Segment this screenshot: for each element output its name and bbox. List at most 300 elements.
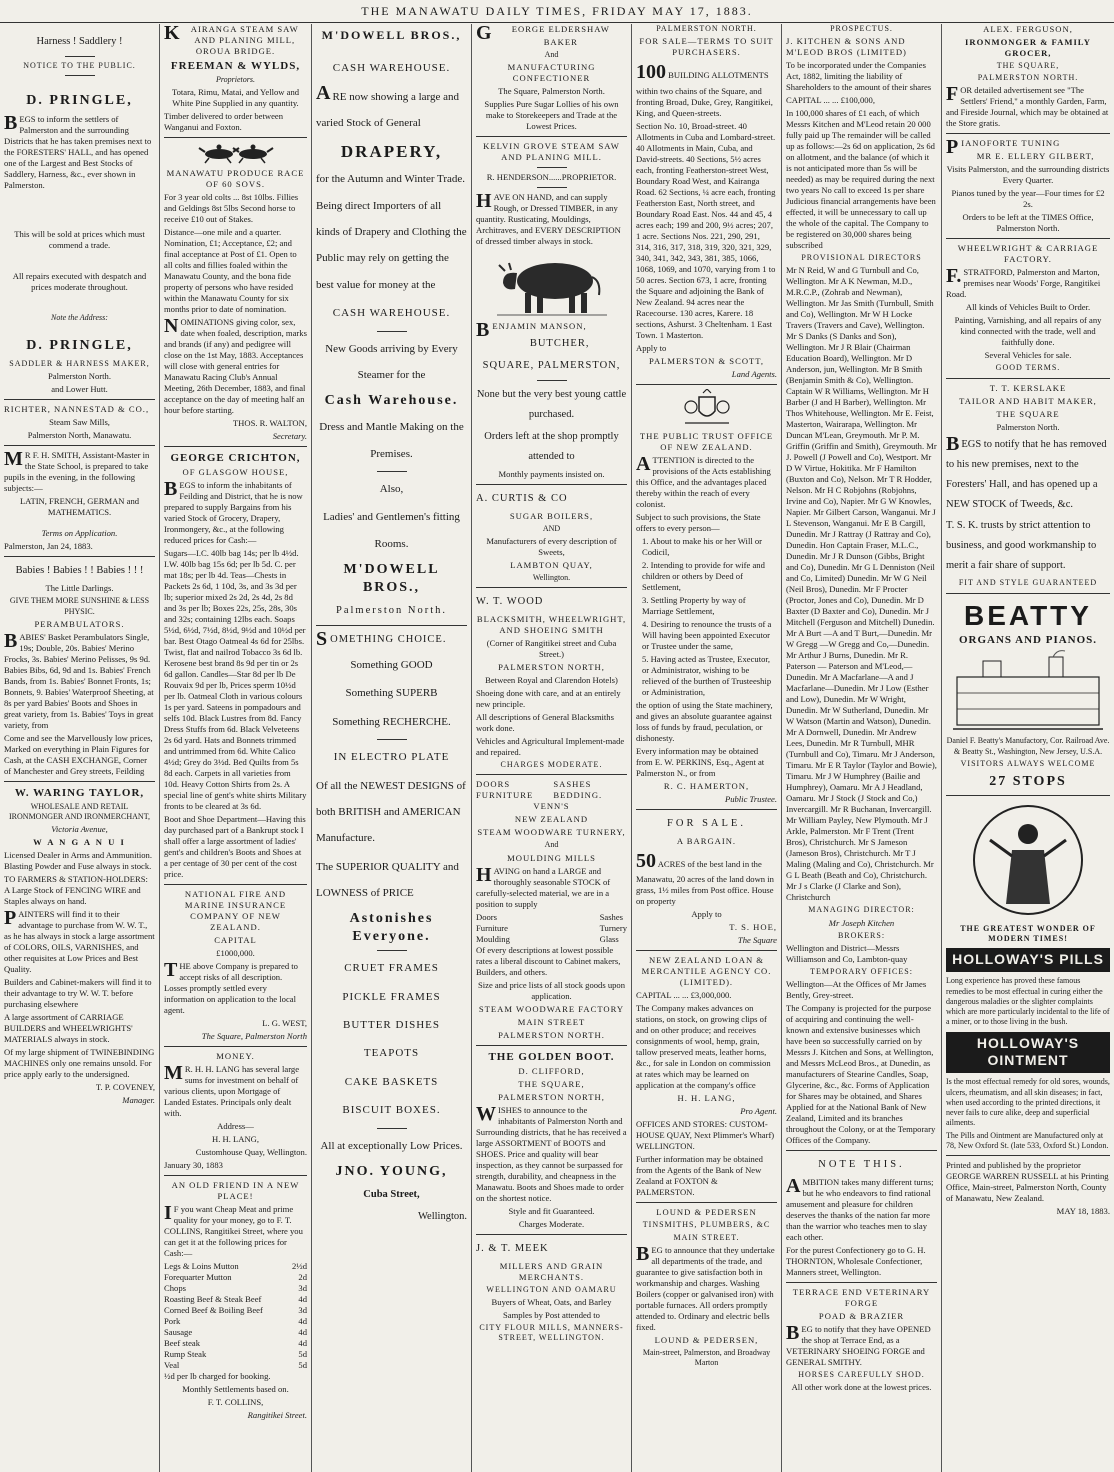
kerslake-trusts: T. S. K. trusts by strict attention to business, and good workmanship to merit a fair share of support. bbox=[946, 520, 1097, 572]
clifford-style: Style and fit Guaranteed. bbox=[508, 1205, 595, 1216]
young-city: Wellington. bbox=[417, 1210, 467, 1222]
loan-offices: OFFICES AND STORES: CUSTOM-HOUSE QUAY, Next Plimmer's Wharf) WELLINGTON. bbox=[636, 1119, 775, 1152]
kerslake-text: BEGS to notify that he has removed to his new premises, next to the Foresters' Hall, and has opened up a NEW STOCK of Tweeds, &c. bbox=[946, 432, 1107, 510]
trust-heading: THE PUBLIC TRUST OFFICE OF NEW ZEALAND. bbox=[639, 430, 774, 452]
gilbert-orders: Orders to be left at the TIMES Office, Palmerston North. bbox=[962, 212, 1094, 234]
young-electro: IN ELECTRO PLATE bbox=[333, 751, 450, 764]
mdowell-text-2: for the Autumn and Winter Trade. Being direct Importers of all kinds of Drapery and Clothing the Public may rely on getting the best value for money at the bbox=[316, 173, 467, 291]
freeman-proprietors: Proprietors. bbox=[215, 75, 256, 85]
curtis-and: AND bbox=[542, 523, 561, 533]
meat-item: Roasting Beef & Steak Beef bbox=[164, 1294, 262, 1305]
meek-trade: MILLERS AND GRAIN MERCHANTS. bbox=[499, 1260, 604, 1282]
lound-heading: LOUND & PEDERSEN bbox=[656, 1207, 757, 1218]
electro-item: BUTTER DISHES bbox=[342, 1019, 441, 1032]
kerslake-name: T. T. KERSLAKE bbox=[989, 382, 1067, 393]
meat-item: Corned Beef & Boiling Beef bbox=[164, 1305, 263, 1316]
note-thornton: For the purest Confectionery go to G. H. THORNTON, Wholesale Confectioner, Manners street, Wellington. bbox=[786, 1245, 926, 1278]
bull-illustration bbox=[497, 251, 607, 317]
taylor-twine: Of my large shipment of TWINEBINDING MACHINES only one remains unsold. For price apply early to the undersigned. bbox=[4, 1047, 155, 1080]
eldershaw-supplies: Supplies Pure Sugar Lollies of his own make to Storekeepers and Trade at the Lowest Prices. bbox=[484, 99, 619, 132]
venn-grid-item: Turnery bbox=[599, 922, 627, 933]
crichton-heading: GEORGE CRICHTON, bbox=[170, 452, 301, 465]
poad-all-other: All other work done at the lowest prices. bbox=[791, 1382, 932, 1393]
manson-heading: BENJAMIN MANSON, bbox=[476, 319, 587, 342]
allotments-building bbox=[636, 60, 777, 119]
lound-trade: TINSMITHS, PLUMBERS, &C bbox=[642, 1220, 771, 1230]
kelvin-proprietor: R. HENDERSON......PROPRIETOR. bbox=[486, 172, 617, 183]
venn-grid-right bbox=[600, 912, 627, 945]
kitchen-directors: Mr N Reid, W and G Turnbull and Co, Wellington. Mr A K Newman, M.D., M.R.C.P., (Zohrab and Newman), Wellington. Mr Jas Smith (Turnbull, Smith and Co), Wellington. Mr W H Locke Travers (Travers and Cave), Wellington. Mr S Danks (S Danks and Son), Wellington. Mr J R Blair (Chairman Education Board), Wellington. Mr D Anderson, jun, Wellington. Mr B Smith (Benjamin Smith & Co), Wellington. Captain W R Williams, Wellington. Mr H Barber (J and H Barber), Wellington. Mr Thos Whitehouse, Wellington. Mr E. Feist, Masterton, Wairarapa, Wellington. Mr Duncan M'Lean, Greymouth. Mr P. M. Griffin (Griffin and Smith), Greymouth. Mr J. Powell (J Powell and Co), Westport. Mr D W Virtue, Hokitika. Mr F Hamilton (Buxton and Co), Nelson. Mr T R Hodder, Nelson. Mr H C Robjohns (Robjohns, Irvine and Co), Napier. Mr G W Knowles, Napier. Mr Gilbert Carson, Wanganui. Mr J L Stevenson, Wanganui. Mr E B Cargill, Dunedin. Mr J Rattray (J Rattray and Co), Dunedin. Hon Captain Fraser, M.L.C., Dunedin. Mr J R Dunson (Gibbs, Bright and Co), Dunedin. Mr G L Denniston (Neil and Co, Limited) Dunedin. Mr W G Neil (Neil Bros), Dunedin. Mr F Procter (Proctor, Jones and Co), Dunedin. Mr D Baxter (D Baxter and Co), Dunedin. Mr J Mitchell (Ferguson and Mitchell) Dunedin. Mr A Burt —A and T Burt,—Dunedin. Mr W Gregg —W Gregg and Co,—Dunedin. Mr Arthur J Burns, Dunedin. Mr R. Paterson — Paterson and M'Leod,—Dunedin. Mr A Macfarlane—A and J Macfarlane—Dunedin. Mr J Low (Esther and Low), Dunedin. Mr W Wright, Dunedin. Mr W Sutherland, Dunedin. Mr W Watson (Martin and Watson), Dunedin. Mr A Dornwell, Dunedin. Mr Andrew Lees, Dunedin. Mr R Turnbull, MHR (Turnbull and Co), Timaru. Mr J Anderson, Timaru. Mr E R Taylor (Taylor and Bowie), Timaru. Mr J W Humphrey (Bailie and Humphrey), Oamaru. Mr A J Headland, Oamaru. Mr J Stock (J Stock and Co,) Invercargill. Mr R Buchanan, Invercargill. Mr William Payley, New Plymouth. Mr J Arkle, Palmerston. Mr F Trent (Trent Bros), Christchurch. Mr S Jameson (Jameson Bros), Christchurch. Mr T J Maling (Maling and Co), Christchurch. Mr G L Beath (Beath and Co), Christchurch. Mr J s Clarke (J Clarke and Son), Christchurch bbox=[786, 265, 937, 903]
stratford-painting: Painting, Varnishing, and all repairs of any kind connected with the trade, well and faithfully done. bbox=[954, 315, 1102, 348]
piano-heading: PIANOFORTE TUNING bbox=[946, 136, 1061, 159]
meat-price-row bbox=[164, 1349, 307, 1360]
notice-heading: NOTICE TO THE PUBLIC. bbox=[23, 60, 136, 70]
beatty-welcome: VISITORS ALWAYS WELCOME bbox=[960, 758, 1096, 768]
mdowell-cash-warehouse-3: Cash Warehouse. bbox=[324, 393, 459, 409]
allotments-town: PALMERSTON NORTH. bbox=[656, 24, 757, 33]
meek-buyers: Buyers of Wheat, Oats, and Barley bbox=[491, 1296, 612, 1307]
eldershaw-square: The Square, Palmerston North. bbox=[498, 86, 605, 97]
race-secretary: Secretary. bbox=[272, 431, 307, 442]
kelvin-text: HAVE ON HAND, and can supply Rough, or Dressed TIMBER, in any quantity. Rusticating, Mouldings, Architraves, and EVERY DESCRIPTION of dressed timber always in stock. bbox=[476, 190, 621, 247]
meat-price: 4d bbox=[298, 1327, 307, 1338]
clifford-charges: Charges Moderate. bbox=[518, 1218, 585, 1229]
wood-charges: CHARGES MODERATE. bbox=[500, 760, 603, 770]
lound-text: BEG to announce that they undertake all departments of the trade, and guarantee to give satisfaction both in workmanship and charges. Washing Boilers (copper or galvanised iron) with portable furnaces. All orders promptly attended to. Ordinary and electric bells fixed. bbox=[636, 1242, 775, 1332]
pringle-heading-2: D. PRINGLE, bbox=[26, 338, 133, 354]
holloway-address: The Pills and Ointment are Manufactured only at 78, New Oxford St. (late 533, Oxford St.) London. bbox=[946, 1130, 1109, 1150]
race-entries: For 3 year old colts ... 8st 10lbs. Fillies and Geldings 8st 5lbs Second horse to receive £10 out of Stakes. bbox=[164, 192, 299, 225]
masthead: THE MANAWATU DAILY TIMES, FRIDAY MAY 17, 1883. bbox=[0, 0, 1114, 23]
gilbert-name: MR E. ELLERY GILBERT, bbox=[976, 151, 1095, 162]
allotments-agent: PALMERSTON & SCOTT, bbox=[648, 355, 765, 366]
crichton-prices: Sugars—I.C. 40lb bag 14s; per lb 4½d. I.W. 40lb bag 15s 6d; per lb 5d. C. per mat 18s; per lb 4d. Teas—Chests in Packets 2s 6d, 1 10d, 3s, and 3s 3d per lb; superior mixed 2s 2d, 2s 4d, 2s 8d and 3s per lb; Boxes 22s, 25s, 28s, 30s and 32s; containing 12lbs each. Soaps 5½d, 6½d, 7½d, 8½d, 9½d and 10½d per bar. Best Otago Oatmeal 4s 6d for 25lbs. Twist, flat and nailrod Tobacco 3s 6d lb. Kerosene best brand 8s 9d per tin or 2s 6d gallon. Candles—Star 8d per lb De Rouvaix 9d per lb, Prices sperm 10½d per lb. Oatmeal Cloth in various colours 1s per yard. Sateens in pompadours and selfs 10d. Black Lustres from 8d. Fancy Dress Stuffs from 6d. Black Velveteens 2s 6d yard. Hats and Bonnets trimmed and untrimmed from 6d. White Calico 4½d; Grey do 3½d. Bed Quilts from 5s 8d each. Carpets in all varieties from 10d. Heavy Cotton Shirts from 2s. A special line of gent's white shirts Military fronts to be cleared at 3s 6d. bbox=[164, 548, 307, 812]
forsale-bargain: A BARGAIN. bbox=[676, 835, 737, 846]
pringle-heading: D. PRINGLE, bbox=[26, 93, 133, 109]
meat-price-row bbox=[164, 1305, 307, 1316]
forsale-heading: FOR SALE. bbox=[667, 817, 746, 829]
column-6 bbox=[782, 24, 942, 1472]
ferguson-trade: IRONMONGER & FAMILY GROCER, bbox=[965, 37, 1091, 58]
babies-sunshine: GIVE THEM MORE SUNSHINE & LESS PHYSIC. bbox=[9, 596, 150, 616]
meat-item: Forequarter Mutton bbox=[164, 1272, 232, 1283]
national-capital: £1000,000. bbox=[216, 948, 255, 959]
mdowell-signature: M'DOWELL BROS., bbox=[343, 562, 440, 596]
venn-factory: STEAM WOODWARE FACTORY bbox=[478, 1003, 625, 1014]
electro-item: PICKLE FRAMES bbox=[342, 990, 441, 1003]
wheelwright-heading: WHEELWRIGHT & CARRIAGE FACTORY. bbox=[957, 243, 1099, 265]
venn-grid-item: Glass bbox=[599, 933, 619, 944]
kitchen-managing-label: MANAGING DIRECTOR: bbox=[808, 905, 915, 915]
national-agent: L. G. WEST, bbox=[262, 1018, 307, 1029]
trust-subject: Subject to such provisions, the State offers to every person— bbox=[636, 511, 761, 533]
address-note: Note the Address: bbox=[51, 313, 108, 323]
holloway-ointment: HOLLOWAY'S OINTMENT bbox=[946, 1032, 1110, 1074]
holloway-pills-text: Long experience has proved these famous remedies to be most effectual in curing either the dangerous maladies or the slighter complaints which are more particularly incidental to the life of a miner, or to those living in the bush. bbox=[946, 976, 1110, 1027]
kitchen-heading: J. KITCHEN & SONS AND M'LEOD BROS (LIMITED) bbox=[786, 36, 907, 58]
wood-work: All descriptions of General Blacksmiths work done. bbox=[476, 712, 614, 734]
column-4 bbox=[472, 24, 632, 1472]
printer-date: MAY 18, 1883. bbox=[1056, 1206, 1110, 1217]
forsale-count: 50 bbox=[636, 849, 656, 872]
loan-further: Further information may be obtained from the Agents of the Bank of New Zealand at FOXTON & PALMERSTON. bbox=[636, 1154, 763, 1198]
collins-monthly: Monthly Settlements based on. bbox=[182, 1384, 289, 1395]
trust-points bbox=[636, 536, 777, 698]
prospectus-heading: PROSPECTUS. bbox=[830, 24, 893, 33]
mdowell-text-3: New Goods arriving by Every Steamer for the bbox=[325, 342, 458, 382]
pringle-sold: This will be sold at prices which must commend a trade. bbox=[14, 229, 145, 251]
pringle-repairs: All repairs executed with despatch and prices moderate throughout. bbox=[12, 271, 147, 293]
richter-location: Palmerston North, Manawatu. bbox=[27, 430, 132, 441]
venn-heading: VENN'S bbox=[533, 801, 570, 812]
venn-moulding: MOULDING MILLS bbox=[507, 852, 596, 863]
young-superb: Something SUPERB bbox=[345, 687, 438, 700]
ferguson-square: THE SQUARE, bbox=[996, 61, 1060, 70]
column-5 bbox=[632, 24, 782, 1472]
eldershaw-baker: BAKER bbox=[543, 37, 578, 47]
meat-price: 5d bbox=[298, 1360, 307, 1371]
kerslake-trade: TAILOR AND HABIT MAKER, bbox=[959, 395, 1097, 406]
column-3 bbox=[312, 24, 472, 1472]
wood-heading: W. T. WOOD bbox=[476, 596, 544, 608]
meat-price: 3d bbox=[298, 1283, 307, 1294]
factory-illustration bbox=[953, 647, 1103, 733]
kelvin-heading: KELVIN GROVE STEAM SAW AND PLANING MILL. bbox=[483, 141, 620, 163]
meek-samples: Samples by Post attended to bbox=[503, 1309, 600, 1320]
printer-text: Printed and published by the proprietor GEORGE WARREN RUSSELL at his Printing Office, Main-street, Palmerston North, County of Manawatu, New Zealand. bbox=[946, 1160, 1109, 1204]
venn-every: Of every descriptions at lowest possible rates a liberal discount to Cabinet makers, Builders, and others. bbox=[476, 944, 621, 977]
holloway-ointment-text: Is the most effectual remedy for old sores, wounds, ulcers, rheumatism, and all skin diseases; in fact, when used according to the printed directions, it never fails to cure alike, deep and superficial ailments. bbox=[946, 1077, 1110, 1128]
kitchen-offices: Wellington—At the Offices of Mr James Bently, Grey-street. bbox=[786, 979, 927, 1001]
young-signature: JNO. YOUNG, bbox=[335, 1164, 448, 1180]
pringle-trade: SADDLER & HARNESS MAKER, bbox=[9, 359, 150, 369]
meek-address: CITY FLOUR MILLS, MANNERS-STREET, WELLINGTON. bbox=[479, 1322, 624, 1343]
meat-price: 3d bbox=[298, 1305, 307, 1316]
manson-orders: Orders left at the shop promptly attended to bbox=[484, 430, 619, 462]
crichton-house: OF GLASGOW HOUSE, bbox=[182, 467, 289, 478]
wood-between: Between Royal and Clarendon Hotels) bbox=[485, 675, 618, 686]
beatty-ad bbox=[946, 598, 1110, 792]
meat-price: 5d bbox=[298, 1349, 307, 1360]
trust-point: 4. Desiring to renounce the trusts of a Will having been appointed Executor or Trustee under the same, bbox=[642, 618, 772, 651]
collins-signature: F. T. COLLINS, bbox=[207, 1397, 264, 1408]
smith-terms: Terms on Application. bbox=[41, 528, 118, 539]
richter-heading: RICHTER, NANNESTAD & CO., bbox=[4, 404, 150, 415]
taylor-address: Victoria Avenue, bbox=[51, 824, 108, 835]
allotments-list: Section No. 10, Broad-street. 40 Allotments in Cuba and Lombard-street. 40 Allotments in Main, Cuba, and David-streets. 40 Sections, 5½ acres each, fronting Featherston-street West, Boundary Road West, and Kairanga Road. 62 Sections, ¼ acre each, fronting Featherston East, North street, and Boundary Road East. Nos. 44 and 45, 4 acres each; 199 and 200, 9½ acres; 207, 1 acre. Sections Nos. 221, 290, 291, 314, 316, 317, 318, 319, 320, 321, 329, 340, 341, 342, 343, 381, 385, 1066, 1068, 1069, and 1070, varying from 1 to 50 acres. Section 673, 1 acre, fronting the Square and adjoining the Bank of New Zealand. 94 acres near the Racecourse. 130 acres, Karere. 18 sections, Ashurst. 3 Cheltenham. 1 East Town. 1 Masterton. bbox=[636, 120, 776, 340]
venn-grid-item: Doors bbox=[476, 911, 498, 922]
wood-shoeing: Shoeing done with care, and at an entirely new principle. bbox=[476, 688, 621, 710]
coat-of-arms-icon bbox=[679, 389, 735, 427]
manson-cattle: None but the very best young cattle purchased. bbox=[476, 389, 627, 421]
harness-heading: Harness ! Saddlery ! bbox=[36, 36, 123, 47]
young-astonishes: Astonishes Everyone. bbox=[349, 911, 434, 945]
loan-heading: NEW ZEALAND LOAN & MERCANTILE AGENCY CO. (LIMITED). bbox=[641, 955, 772, 988]
mdowell-text-5: Ladies' and Gentlemen's fitting Rooms. bbox=[323, 511, 460, 550]
taylor-license: Licensed Dealer in Arms and Ammunition. Blasting Powder and Fuse always in stock. bbox=[4, 850, 152, 872]
holloway-heading: THE GREATEST WONDER OF MODERN TIMES! bbox=[960, 924, 1096, 944]
venn-steam: STEAM WOODWARE TURNERY, bbox=[477, 827, 626, 838]
kitchen-incorporated: To be incorporated under the Companies Act, 1882, limiting the liability of Shareholders to the amount of their shares bbox=[786, 60, 932, 93]
trust-option: the option of using the State machinery, and gives an absolute guarantee against loss of funds by fraud, peculation, or dishonesty. bbox=[636, 699, 773, 743]
race-heading: MANAWATU PRODUCE RACE OF 60 SOVS. bbox=[166, 168, 305, 190]
eldershaw-confectioner: MANUFACTURING CONFECTIONER bbox=[507, 62, 596, 84]
meek-heading: J. & T. MEEK bbox=[476, 1242, 549, 1254]
forsale-acres bbox=[636, 849, 777, 908]
eldershaw-and: And bbox=[544, 50, 559, 59]
curtis-heading: A. CURTIS & CO bbox=[476, 492, 568, 504]
loan-advances: The Company makes advances on stations, on stock, on growing clips of and on other produce; and receives consignments of wool, hemp, grain, tallow preserved meats, leather horns, &c., for sale in London on commission at rates which may be learned on application at the company's office bbox=[636, 1003, 771, 1091]
poad-horses: HORSES CAREFULLY SHOD. bbox=[798, 1370, 925, 1380]
loan-capital: CAPITAL ... ... £3,000,000. bbox=[636, 990, 732, 1001]
meat-item: Veal bbox=[164, 1360, 180, 1371]
kitchen-shares: In 100,000 shares of £1 each, of which Messrs Kitchen and M'Leod retain 20 000 fully paid up The remainder will be called up as follows:—2s 6d on application, 2s 6d on allotment, and the balance (of which it is not anticipated more than 5s will be needed) as may be required during the next two years No call to exceed 1s per share Judicious financial arrangements have been effected, it will be unnecessary to call up the whole of the capital. The Company to be registered on 30,000 shares being subscribed bbox=[786, 108, 936, 251]
pringle-loc2: and Lower Hutt. bbox=[51, 384, 108, 395]
forsale-hoe: T. S. HOE, bbox=[729, 922, 777, 933]
taylor-heading: W. WARING TAYLOR, bbox=[14, 786, 145, 799]
trust-point: 1. About to make his or her Will or Codicil, bbox=[642, 535, 763, 557]
electro-item: TEAPOTS bbox=[363, 1047, 420, 1060]
allotments-land-agents: Land Agents. bbox=[731, 368, 777, 379]
ferguson-text: FOR detailed advertisement see "The Settlers' Friend," a monthly Garden, Farm, and Fireside Journal, which may be obtained at the Store gratis. bbox=[946, 83, 1109, 129]
money-lang: H. H. LANG, bbox=[211, 1134, 260, 1145]
column-7 bbox=[942, 24, 1114, 1472]
clifford-square: THE SQUARE, bbox=[518, 1078, 585, 1089]
terrace-heading: TERRACE END VETERINARY FORGE bbox=[792, 1287, 931, 1309]
column-1 bbox=[0, 24, 160, 1472]
race-distance: Distance—one mile and a quarter. Nomination, £1; Acceptance, £2; and final acceptance at Post of £1. Open to all colts and fillies foaled within the Manawatu County, and the bona fide property of persons who have resided within the Manawatu County for six months prior to date of nomination. bbox=[164, 227, 297, 315]
venn-having: HAVING on hand a LARGE and thoroughly seasonable STOCK of carefully-selected material, we are in a position to supply bbox=[476, 863, 611, 909]
venn-nz: NEW ZEALAND bbox=[514, 814, 589, 825]
kerslake-town: Palmerston North. bbox=[996, 421, 1060, 432]
mdowell-cash-warehouse-2: CASH WAREHOUSE. bbox=[332, 307, 451, 320]
kerslake-square: THE SQUARE bbox=[996, 408, 1060, 419]
kitchen-brokers-label: BROKERS: bbox=[837, 930, 886, 940]
smith-ad: MR F. H. SMITH, Assistant-Master in the State School, is prepared to take pupils in the evening, in the following subjects:— bbox=[4, 448, 150, 494]
poad-heading: POAD & BRAZIER bbox=[818, 1311, 905, 1322]
taylor-farmers: TO FARMERS & STATION-HOLDERS: A Large Stock of FENCING WIRE and Staples always on hand. bbox=[4, 874, 148, 907]
venn-grid-item: Furniture bbox=[476, 922, 508, 933]
meat-item: Beef steak bbox=[164, 1338, 201, 1349]
smith-date: Palmerston, Jan 24, 1883. bbox=[4, 541, 93, 552]
venn-grid bbox=[476, 912, 627, 945]
meat-price-row bbox=[164, 1272, 307, 1283]
national-capital-label: CAPITAL bbox=[214, 935, 257, 946]
loan-pro-agent: Pro Agent. bbox=[740, 1106, 777, 1117]
collins-price-list bbox=[164, 1261, 307, 1371]
forsale-acres-text: ACRES of the best land in the Manawatu, 20 acres of the land down in grass, 1½ miles from Post office. House on property bbox=[636, 858, 774, 907]
crichton-intro: BEGS to inform the inhabitants of Feilding and District, that he is now prepared to supply Bargains from his varied Stock of Grocery, Drapery, Ironmongery, &c., at the following reduced prices for Cash:— bbox=[164, 478, 303, 546]
meat-price-row bbox=[164, 1327, 307, 1338]
freeman-heading: FREEMAN & WYLDS, bbox=[170, 60, 301, 72]
mdowell-text-4: Dress and Mantle Making on the Premises. bbox=[319, 421, 464, 460]
trust-title: Public Trustee. bbox=[724, 793, 777, 804]
wood-vehicles: Vehicles and Agricultural Implement-made and repaired. bbox=[476, 736, 625, 758]
kerslake-fit: FIT AND STYLE GUARANTEED bbox=[958, 578, 1098, 588]
curtis-boilers: SUGAR BOILERS, bbox=[509, 510, 594, 521]
young-designs: Of all the NEWEST DESIGNS of both BRITISH and AMERICAN Manufacture. bbox=[316, 779, 466, 845]
allotments-sale: FOR SALE—TERMS TO SUIT PURCHASERS. bbox=[639, 36, 774, 58]
venn-and: And bbox=[544, 840, 559, 850]
venn-grid-left bbox=[476, 912, 510, 945]
venn-doors: DOORS FURNITURE bbox=[476, 779, 534, 801]
collins-text: IF you want Cheap Meat and prime quality for your money, go to F. T. COLLINS, Rangitikei Street, where you can get it at the following prices for Cash:— bbox=[164, 1202, 303, 1259]
ferguson-town: PALMERSTON NORTH. bbox=[977, 73, 1079, 83]
babies-text: BABIES' Basket Perambulators Single, 19s; Double, 20s. Babies' Merino Frocks, 3s. Babies' Merino Pelisses, 9s 9d. Babies Bibs, 6d, 9d and 1s. Babies' French Bands, from 1s. Babies' Bonnet Fronts, 1s; Bonnets, 9. Babies' Waterproof Sheeting, at 8s per yard Babies' Boots and Shoes in great variety, from 1s. Babies' Toys in great variety, from bbox=[4, 629, 154, 730]
beatty-subtitle: ORGANS AND PIANOS. bbox=[958, 634, 1098, 647]
money-heading: MONEY. bbox=[216, 1051, 255, 1062]
meat-price: 4d bbox=[298, 1294, 307, 1305]
meat-price: 4d bbox=[298, 1316, 307, 1327]
trust-attention: ATTENTION is directed to the provisions of the Acts establishing this Office, and the advantages placed thereby within the reach of every colonist. bbox=[636, 452, 771, 509]
pringle-intro: BEGS to inform the settlers of Palmerston and the surrounding Districts that he has taken premises next to the FORESTERS' HALL, and has opened one of the Largest and Best Stocks of Saddlery, Harness, &c., ever shown in Palmerston. bbox=[4, 112, 152, 191]
meat-price-row bbox=[164, 1360, 307, 1371]
stratford-vehicles: All kinds of Vehicles Built to Order. bbox=[965, 302, 1091, 313]
money-quay: Customhouse Quay, Wellington. bbox=[195, 1147, 307, 1158]
mdowell-also: Also, bbox=[379, 483, 404, 496]
venn-sashes: SASHES BEDDING. bbox=[553, 779, 603, 801]
lound-signature: LOUND & PEDERSEN, bbox=[654, 1334, 759, 1345]
trust-hamerton: R. C. HAMERTON, bbox=[663, 780, 750, 791]
beatty-stops: 27 STOPS bbox=[989, 774, 1067, 790]
meat-price-row bbox=[164, 1316, 307, 1327]
mdowell-drapery: DRAPERY, bbox=[340, 141, 443, 161]
gilbert-text: Visits Palmerston, and the surrounding districts Every Quarter. bbox=[946, 164, 1110, 186]
golden-boot-heading: THE GOLDEN BOOT. bbox=[488, 1050, 615, 1063]
note-heading: NOTE THIS. bbox=[818, 1159, 905, 1171]
young-all-at: All at exceptionally Low Prices. bbox=[320, 1139, 463, 1152]
money-date: January 30, 1883 bbox=[164, 1160, 223, 1171]
race-horse-illustration bbox=[191, 142, 281, 164]
babies-come: Come and see the Marvellously low prices, Marked on everything in Plain Figures for Cash, at the CASH EXCHANGE, Corner of Manchester and Grey streets, Feilding bbox=[4, 732, 153, 776]
electro-item: BISCUIT BOXES. bbox=[342, 1104, 441, 1117]
young-superior: The SUPERIOR QUALITY and LOWNESS of PRICE bbox=[316, 860, 459, 900]
taylor-builders: Builders and Cabinet-makers will find it to their advantage to try W. W. T. before purchasing elsewhere bbox=[4, 977, 152, 1010]
trust-every: Every information may be obtained from E. W. PERKINS, Esq., Agent at Palmerston N., or from bbox=[636, 745, 765, 778]
clifford-name: D. CLIFFORD, bbox=[518, 1065, 585, 1076]
note-ambition: AMBITION takes many different turns; but he who endeavors to find rational amusement and pleasure for children deserves the thanks of the nation far more than the warrior who teaches men to slay each other. bbox=[786, 1175, 934, 1243]
poad-text: BEG to notify that they have OPENED the shop at Terrace End, as a VETERINARY SHOEING FORGE and GENERAL SMITHY. bbox=[786, 1322, 931, 1368]
meat-price: 2d bbox=[298, 1272, 307, 1283]
manson-monthly: Monthly payments insisted on. bbox=[498, 468, 605, 479]
manson-butcher: BUTCHER, bbox=[529, 338, 590, 350]
stratford-text: F.STRATFORD, Palmerston and Marton, premises near Woods' Forge, Rangitikei Road. bbox=[946, 265, 1101, 300]
eldershaw-heading: GEORGE ELDERSHAW bbox=[476, 24, 610, 44]
trust-point: 3. Settling Property by way of Marriage Settlement, bbox=[642, 594, 746, 616]
meat-item: Legs & Loins Mutton bbox=[164, 1261, 239, 1272]
money-text: MR. H. H. LANG has several large sums for investment on behalf of various clients, upon Mortgage of Landed Estates. Principals only dealt with. bbox=[164, 1062, 300, 1119]
national-text: THE above Company is prepared to accept risks of all description. Losses promptly settled every information on application to the local agent. bbox=[164, 959, 298, 1016]
wood-trade: BLACKSMITH, WHEELWRIGHT, AND SHOEING SMITH bbox=[476, 614, 627, 636]
beatty-text: Daniel F. Beatty's Manufactory, Cor. Railroad Ave. & Beatty St., Washington, New Jersey, U.S.A. bbox=[946, 736, 1110, 756]
kairanga-heading: KAIRANGA STEAM SAW AND PLANING MILL, OROUA BRIDGE. bbox=[164, 24, 299, 56]
meat-item: Chops bbox=[164, 1283, 186, 1294]
manson-square: SQUARE, PALMERSTON, bbox=[482, 360, 621, 372]
electro-item: CRUET FRAMES bbox=[344, 962, 439, 975]
race-walton: THOS. R. WALTON, bbox=[232, 418, 307, 429]
taylor-manager: Manager. bbox=[122, 1095, 155, 1106]
collins-heading: AN OLD FRIEND IN A NEW PLACE! bbox=[171, 1180, 300, 1202]
mdowell-cash-warehouse: CASH WAREHOUSE. bbox=[332, 62, 451, 75]
allotments-count: 100 bbox=[636, 61, 666, 84]
young-good: Something GOOD bbox=[350, 658, 433, 671]
meat-item: Rump Steak bbox=[164, 1349, 207, 1360]
trust-point: 2. Intending to provide for wife and children or others by Deed of Settlement, bbox=[642, 559, 765, 592]
wood-corner: (Corner of Rangitikei street and Cuba Street.) bbox=[486, 638, 617, 660]
forsale-square: The Square bbox=[737, 935, 777, 946]
forsale-apply: Apply to bbox=[691, 909, 722, 920]
crichton-boots: Boot and Shoe Department—Having this day purchased part of a Bankrupt stock I shall offer a large assortment of ladies' gent's and children's Boots and Shoes at a per centage of 30 per cent of the cost price. bbox=[164, 814, 306, 880]
collins-booking: ½d per lb charged for booking. bbox=[164, 1371, 271, 1382]
freeman-timber: Totara, Rimu, Matai, and Yellow and White Pine Supplied in any quantity. bbox=[171, 87, 300, 109]
babies-darlings: The Little Darlings. bbox=[45, 583, 114, 594]
mdowell-heading: M'DOWELL BROS., bbox=[321, 28, 462, 42]
national-heading: NATIONAL FIRE AND MARINE INSURANCE COMPANY OF NEW ZEALAND. bbox=[184, 889, 287, 933]
curtis-sweets: Manufacturers of every description of Sweets, bbox=[486, 536, 617, 558]
babies-heading: Babies ! Babies ! ! Babies ! ! ! bbox=[15, 565, 144, 577]
gilbert-pianos: Pianos tuned by the year—Four times for £2 2s. bbox=[951, 188, 1105, 210]
meat-price-row bbox=[164, 1261, 307, 1272]
meat-price: 2½d bbox=[291, 1261, 307, 1272]
mdowell-text-1: ARE now showing a large and varied Stock of General bbox=[316, 81, 460, 130]
meat-price-row bbox=[164, 1283, 307, 1294]
taylor-carriage: A large assortment of CARRIAGE BUILDERS and WHEELWRIGHTS' MATERIALS always in stock. bbox=[4, 1012, 133, 1045]
taylor-trade: WHOLESALE AND RETAIL IRONMONGER AND IRONMERCHANT, bbox=[9, 801, 150, 822]
venn-doors-sashes bbox=[476, 779, 627, 801]
young-choice: SOMETHING CHOICE. bbox=[316, 628, 447, 651]
freeman-delivered: Timber delivered to order between Wanganui and Foxton. bbox=[164, 111, 284, 133]
stratford-terms: GOOD TERMS. bbox=[995, 363, 1061, 373]
kitchen-offices-label: TEMPORARY OFFICES: bbox=[810, 966, 913, 976]
loan-lang: H. H. LANG, bbox=[677, 1093, 736, 1104]
venn-palmerston: PALMERSTON NORTH. bbox=[498, 1029, 605, 1040]
young-street: Cuba Street, bbox=[363, 1188, 420, 1200]
stratford-several: Several Vehicles for sale. bbox=[984, 350, 1072, 361]
kitchen-brokers: Wellington and District—Messrs Williamson and Co, Lambton-quay bbox=[786, 942, 908, 964]
curtis-wellington: Wellington. bbox=[532, 573, 571, 583]
babies-perambulators: PERAMBULATORS. bbox=[34, 618, 125, 629]
lound-address: Main-street, Palmerston, and Broadway Marton bbox=[642, 1347, 771, 1368]
venn-grid-item: Moulding bbox=[476, 933, 510, 944]
kitchen-capital: CAPITAL ... ... £100,000, bbox=[786, 95, 875, 106]
ferguson-heading: ALEX. FERGUSON, bbox=[983, 24, 1073, 34]
taylor-town: W A N G A N U I bbox=[33, 837, 126, 848]
young-item-list bbox=[316, 955, 467, 1123]
richter-mills: Steam Saw Mills, bbox=[49, 417, 110, 428]
meat-price-row bbox=[164, 1338, 307, 1349]
column-2 bbox=[160, 24, 312, 1472]
holloway-figure-illustration bbox=[968, 800, 1088, 920]
taylor-signature: T. P. COVENEY, bbox=[95, 1082, 155, 1093]
venn-main: MAIN STREET bbox=[517, 1016, 586, 1027]
allotments-apply: Apply to bbox=[636, 342, 667, 353]
holloway-pills: HOLLOWAY'S PILLS bbox=[946, 948, 1110, 972]
young-recherche: Something RECHERCHE. bbox=[332, 715, 451, 728]
trust-point: 5. Having acted as Trustee, Executor, or Administrator, wishing to be relieved of the burthen of Trusteeship or Administration, bbox=[642, 653, 772, 697]
money-address-label: Address— bbox=[217, 1121, 254, 1132]
mdowell-palmerston: Palmerston North. bbox=[336, 605, 447, 617]
clifford-text: WISHES to announce to the inhabitants of Palmerston North and Surrounding districts, that he has received a large ASSORTMENT of BOOTS and SHOES. Price and quality will bear inspection, as they cannot be surpassed for strength, durability, and cheapness in the Manawatu. Boots and Shoes made to order on the shortest notice. bbox=[476, 1102, 627, 1203]
taylor-painters: PAINTERS will find it to their advantage to purchase from W. W. T., as he has always in stock a large assortment of COLORS, OILS, VARNISHES, and other requisites at Low Prices and Best Quality. bbox=[4, 907, 155, 975]
collins-street: Rangitikei Street. bbox=[247, 1410, 307, 1421]
wood-palmerston: PALMERSTON NORTH, bbox=[498, 662, 605, 673]
venn-size: Size and price lists of all stock goods upon application. bbox=[477, 979, 626, 1001]
kitchen-company: The Company is projected for the purpose of acquiring and continuing the well-known and extensive businesses which have been so successfully carried on by Messrs J. Kitchen and Sons, at Wellington, and Messrs McLeod Bros., at Dunedin, as manufacturers of Stearine Candles, Soap, Glycerine, &c., &c. Forms of Application for Shares may be obtained, and Shares Applied for at the National Bank of New Zealand, Limited and its branches throughout the Colony, or at the Temporary Offices of the Company. bbox=[786, 1003, 936, 1146]
beatty-logo: BEATTY bbox=[964, 599, 1092, 631]
meat-price-row bbox=[164, 1294, 307, 1305]
allotments-building-text: BUILDING ALLOTMENTS within two chains of the Square, and fronting Broad, Duke, Grey, Rangitikei, King, and Queen-streets. bbox=[636, 70, 773, 118]
lound-street: MAIN STREET. bbox=[673, 1232, 740, 1242]
